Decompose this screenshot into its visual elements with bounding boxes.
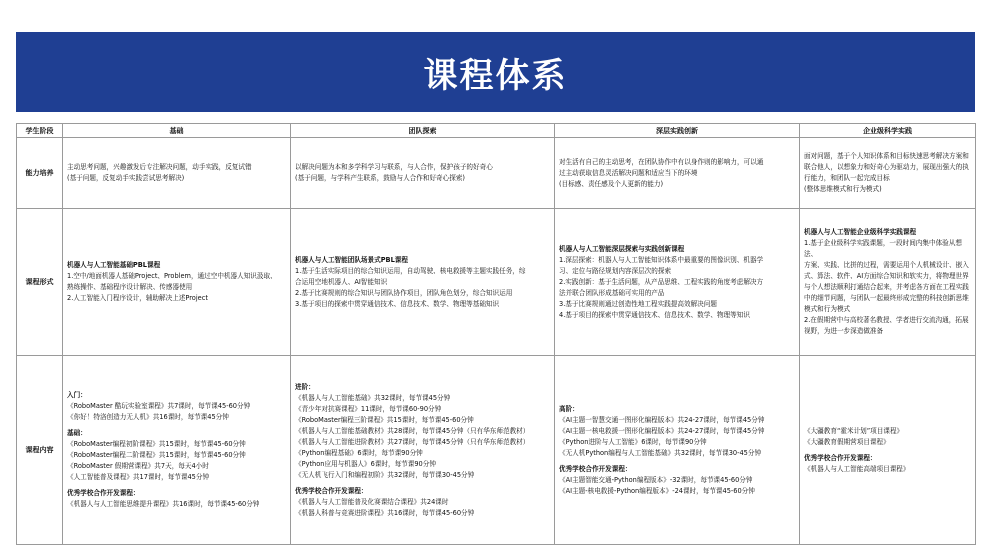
cell-line: 2.基于比赛规则的综合知识与团队协作项目，团队角色划分，综合知识运用 [295, 288, 513, 297]
cell-line: 《大疆教育假期营项目课程》 [804, 437, 890, 446]
cell-line: 与个人想法顺利打通结合起来，并考虑各方面在工程实践 [804, 283, 969, 291]
page-title: 课程体系 [423, 55, 568, 96]
cell-line: 式、算法、软件、AI方面综合知识和软实力，将物理世界 [804, 272, 969, 280]
cell-line: 《机器人与人工智能基础教材》共28课时，每节课45分钟（只有华东师范教材） [295, 426, 530, 435]
row-label: 能力培养 [17, 138, 63, 209]
header-team-explore: 团队探索 [291, 124, 555, 138]
header-deep-practice: 深层实践创新 [555, 124, 800, 138]
cell-line: (基于问题，与学科产生联系，鼓励与人合作和好奇心探索) [295, 174, 465, 182]
header-basic: 基础 [63, 124, 291, 138]
table-cell [291, 209, 555, 356]
cell-line: 以解决问题为本和多学科学习与联系，与人合作，保护孩子的好奇心 [295, 163, 493, 171]
table-cell [555, 356, 800, 545]
title-banner [16, 32, 975, 112]
cell-line: 《AI主题一核电救援一图形化编程版本》共24-27课时，每节课45分钟 [559, 426, 765, 435]
cell-line: 《AI主题一智慧交通一图形化编程版本》共24-27课时，每节课45分钟 [559, 415, 765, 424]
cell-line: 1.深层探索：机器人与人工智能知识体系中最重要的图像识别、机器学 [559, 255, 764, 264]
cell-line: 对生活有自己的主动思考，在团队协作中有以身作则的影响力，可以通 [559, 157, 764, 166]
cell-line: 《机器人与人工智能普及化赛课结合课程》共24课时 [295, 497, 449, 506]
table-cell [63, 209, 291, 356]
cell-line: (目标感、责任感及个人更新的能力) [559, 179, 664, 188]
table-cell [63, 138, 291, 209]
table-cell [291, 356, 555, 545]
curriculum-table [16, 123, 976, 545]
cell-line: 《Python进阶与人工智能》6课时，每节课90分钟 [559, 437, 707, 446]
table-cell [555, 138, 800, 209]
cell-line: 法并联合团队形成基础可实用的产品 [559, 288, 665, 297]
cell-line: 3.基于比赛规则通过创造性地工程实践提高效解决问题 [559, 299, 717, 308]
cell-line: 《你好！特洛创造力无人机》共16课时，每节课45分钟 [67, 413, 229, 421]
cell-line: 基础： [67, 429, 87, 437]
cell-line: 1.基于生活实际项目的综合知识运用，自动驾驶、核电救援等主题实践任务，综 [295, 266, 526, 275]
cell-line: 《无人机飞行入门和编程初阶》共32课时，每节课30-45分钟 [295, 470, 475, 479]
cell-line: 联合他人，以想象力和好奇心为驱动力，展现出强大的执 [804, 163, 969, 171]
header-stage: 学生阶段 [17, 124, 63, 138]
cell-line: 《人工智能普及课程》共17课时，每节课45分钟 [67, 473, 210, 481]
cell-line: 《Python应用与机器人》6课时，每节课90分钟 [295, 459, 436, 468]
cell-line: 机器人与人工智能深层探索与实践创新课程 [559, 244, 685, 253]
cell-line: 优秀学校合作开发课程： [295, 486, 368, 495]
row-label: 课程内容 [17, 356, 63, 545]
cell-line: 高阶： [559, 404, 579, 413]
cell-line: 优秀学校合作开发课程： [559, 464, 632, 473]
cell-line: 《RoboMaster 酷玩实验室课程》共7课时，每节课45-60分钟 [67, 402, 251, 410]
table-header-row [17, 124, 976, 138]
cell-line: 《RoboMaster编程初阶课程》共15课时，每节课45-60分钟 [67, 440, 246, 448]
cell-line: 《机器人与人工智能进阶教材》共27课时，每节课45分钟（只有华东师范教材） [295, 437, 530, 446]
cell-line: 《RoboMaster编程二阶课程》共15课时，每节课45-60分钟 [67, 451, 246, 459]
cell-line: 1.空中/地面机器人基础Project、Problem，通过空中机器人知识汲取、 [67, 272, 277, 280]
cell-line: 《机器人与人工智能基础》共32课时，每节课45分钟 [295, 393, 451, 402]
cell-line: 模式和行为模式 [804, 305, 851, 313]
row-ability [17, 138, 976, 209]
cell-line: 方案、实践、比拼的过程，需要运用个人机械设计、嵌入 [804, 261, 969, 269]
cell-line: 《RoboMaster 假期营课程》共7天，每天4小时 [67, 462, 209, 470]
cell-line: 面对问题，基于个人知识体系和目标快速思考解决方案和 [804, 152, 969, 160]
table-cell [800, 209, 976, 356]
cell-line: 《RoboMaster编程三阶课程》共15课时，每节课45-60分钟 [295, 415, 474, 424]
table-cell [555, 209, 800, 356]
cell-line: 《机器人与人工智能高端项目课程》 [804, 464, 910, 473]
cell-line: 2.人工智能入门程序设计，辅助解决上述Project [67, 294, 208, 302]
cell-line: (整体思维模式和行为模式) [804, 185, 882, 193]
cell-line: 视野，为进一步深造做准备 [804, 327, 884, 335]
cell-line: 优秀学校合作开发课程： [804, 453, 877, 462]
cell-line: 4.基于项目的探索中贯穿通信技术、信息技术、数学、物理等知识 [559, 310, 750, 319]
cell-line: 中的细节问题，与团队一起最终形成完整的科技创新思维 [804, 294, 969, 302]
cell-line: 入门： [67, 391, 87, 399]
cell-line: 《机器人科普与竞赛进阶课程》共16课时，每节课45-60分钟 [295, 508, 475, 517]
cell-line: 《青少年对抗赛课程》11课时，每节课60-90分钟 [295, 404, 442, 413]
cell-line: 《无人机Python编程与人工智能基础》共32课时，每节课30-45分钟 [559, 448, 762, 457]
cell-line: 机器人与人工智能基础PBL课程 [67, 261, 161, 269]
cell-line: 优秀学校合作开发课程： [67, 489, 140, 497]
cell-line: 《AI主题智能交通-Python编程版本》-32课时，每节课45-60分钟 [559, 475, 753, 484]
table-cell [291, 138, 555, 209]
row-label: 课程形式 [17, 209, 63, 356]
cell-line: 过主动获取信息灵活解决问题和适应当下的环境 [559, 168, 698, 177]
cell-line: 2.实践创新：基于生活问题，从产品思维、工程实践的角度考虑解决方 [559, 277, 764, 286]
cell-line: 习、定位与路径规划内容深层次的探索 [559, 266, 672, 275]
table-cell [800, 356, 976, 545]
cell-line: 《AI主题-核电救援-Python编程版本》-24课时，每节课45-60分钟 [559, 486, 755, 495]
cell-line: 机器人与人工智能团队场景式PBL课程 [295, 255, 408, 264]
cell-line: 3.基于项目的探索中贯穿通信技术、信息技术、数学、物理等基础知识 [295, 299, 500, 308]
cell-line: 行能力，和团队一起完成目标 [804, 174, 890, 182]
cell-line: 机器人与人工智能企业级科学实践课程 [804, 228, 917, 236]
cell-line: 合运用空地机器人、AI智能知识 [295, 277, 388, 286]
cell-line: 《大疆教育“霍米计划”项目课程》 [804, 426, 904, 435]
table-cell [63, 356, 291, 545]
cell-line: 熟练操作、基础程序设计解决、传感器使用 [67, 283, 193, 291]
cell-line: 2.在假期营中与高校著名教授、学者进行交流沟通，拓展 [804, 316, 969, 324]
header-enterprise: 企业级科学实践 [800, 124, 976, 138]
table-cell [800, 138, 976, 209]
cell-line: 《Python编程基础》6课时，每节课90分钟 [295, 448, 423, 457]
cell-line: 《机器人与人工智能思维提升课程》共16课时，每节课45-60分钟 [67, 500, 260, 508]
cell-line: 进阶： [295, 382, 315, 391]
row-format [17, 209, 976, 356]
cell-line: 主动思考问题，兴趣激发后专注解决问题，动手实践，反复试错 [67, 163, 252, 171]
cell-line: (基于问题，反复动手实践尝试思考解决) [67, 174, 185, 182]
row-content [17, 356, 976, 545]
cell-line: 1.基于企业级科学实践课题，一段时间内集中体验从想法、 [804, 239, 962, 258]
